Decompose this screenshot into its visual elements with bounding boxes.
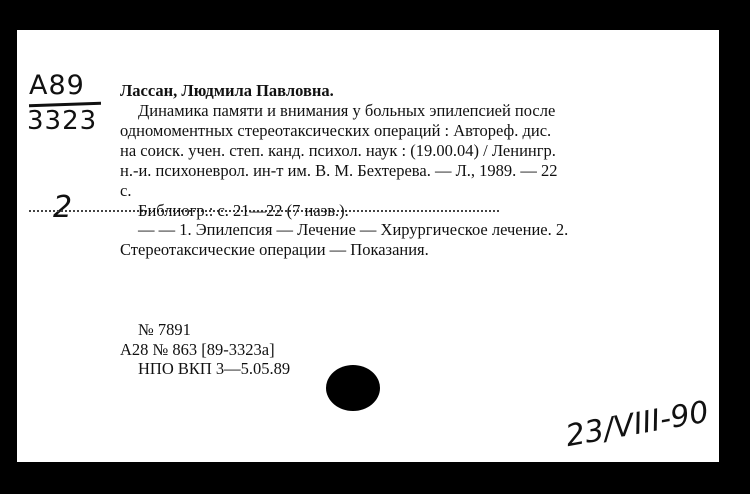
title-line: на соиск. учен. степ. канд. психол. наук : (19.00.04) / Ленингр.	[120, 141, 556, 160]
author-heading: Лассан, Людмила Павловна.	[120, 81, 334, 100]
catalog-line: А28 № 863 [89-3323а]	[120, 340, 275, 359]
catalog-card	[17, 30, 719, 462]
title-line: одномоментных стереотаксических операций : Автореф. дис.	[120, 121, 552, 140]
shelf-mark-top: A89	[29, 70, 85, 101]
title-line: н.-и. психоневрол. ин-т им. В. М. Бехтерева. — Л., 1989. — 22	[120, 161, 558, 180]
npo-line: НПО ВКП 3—5.05.89	[138, 359, 291, 378]
title-line: Динамика памяти и внимания у больных эпилепсией после	[138, 101, 556, 120]
bibliography-note: Библиогр.: с. 21—22 (7 назв.).	[138, 201, 349, 220]
title-line: с.	[120, 181, 132, 200]
handwritten-date: 23/VIII-90	[562, 394, 711, 455]
card-number: № 7891	[138, 320, 191, 339]
subject-line: Стереотаксические операции — Показания.	[120, 240, 429, 259]
ink-blot	[326, 365, 380, 411]
copies-mark: 2	[53, 190, 73, 225]
shelf-mark-bottom: 3323	[27, 106, 98, 136]
subject-line: — — 1. Эпилепсия — Лечение — Хирургическое лечение. 2.	[138, 220, 569, 239]
